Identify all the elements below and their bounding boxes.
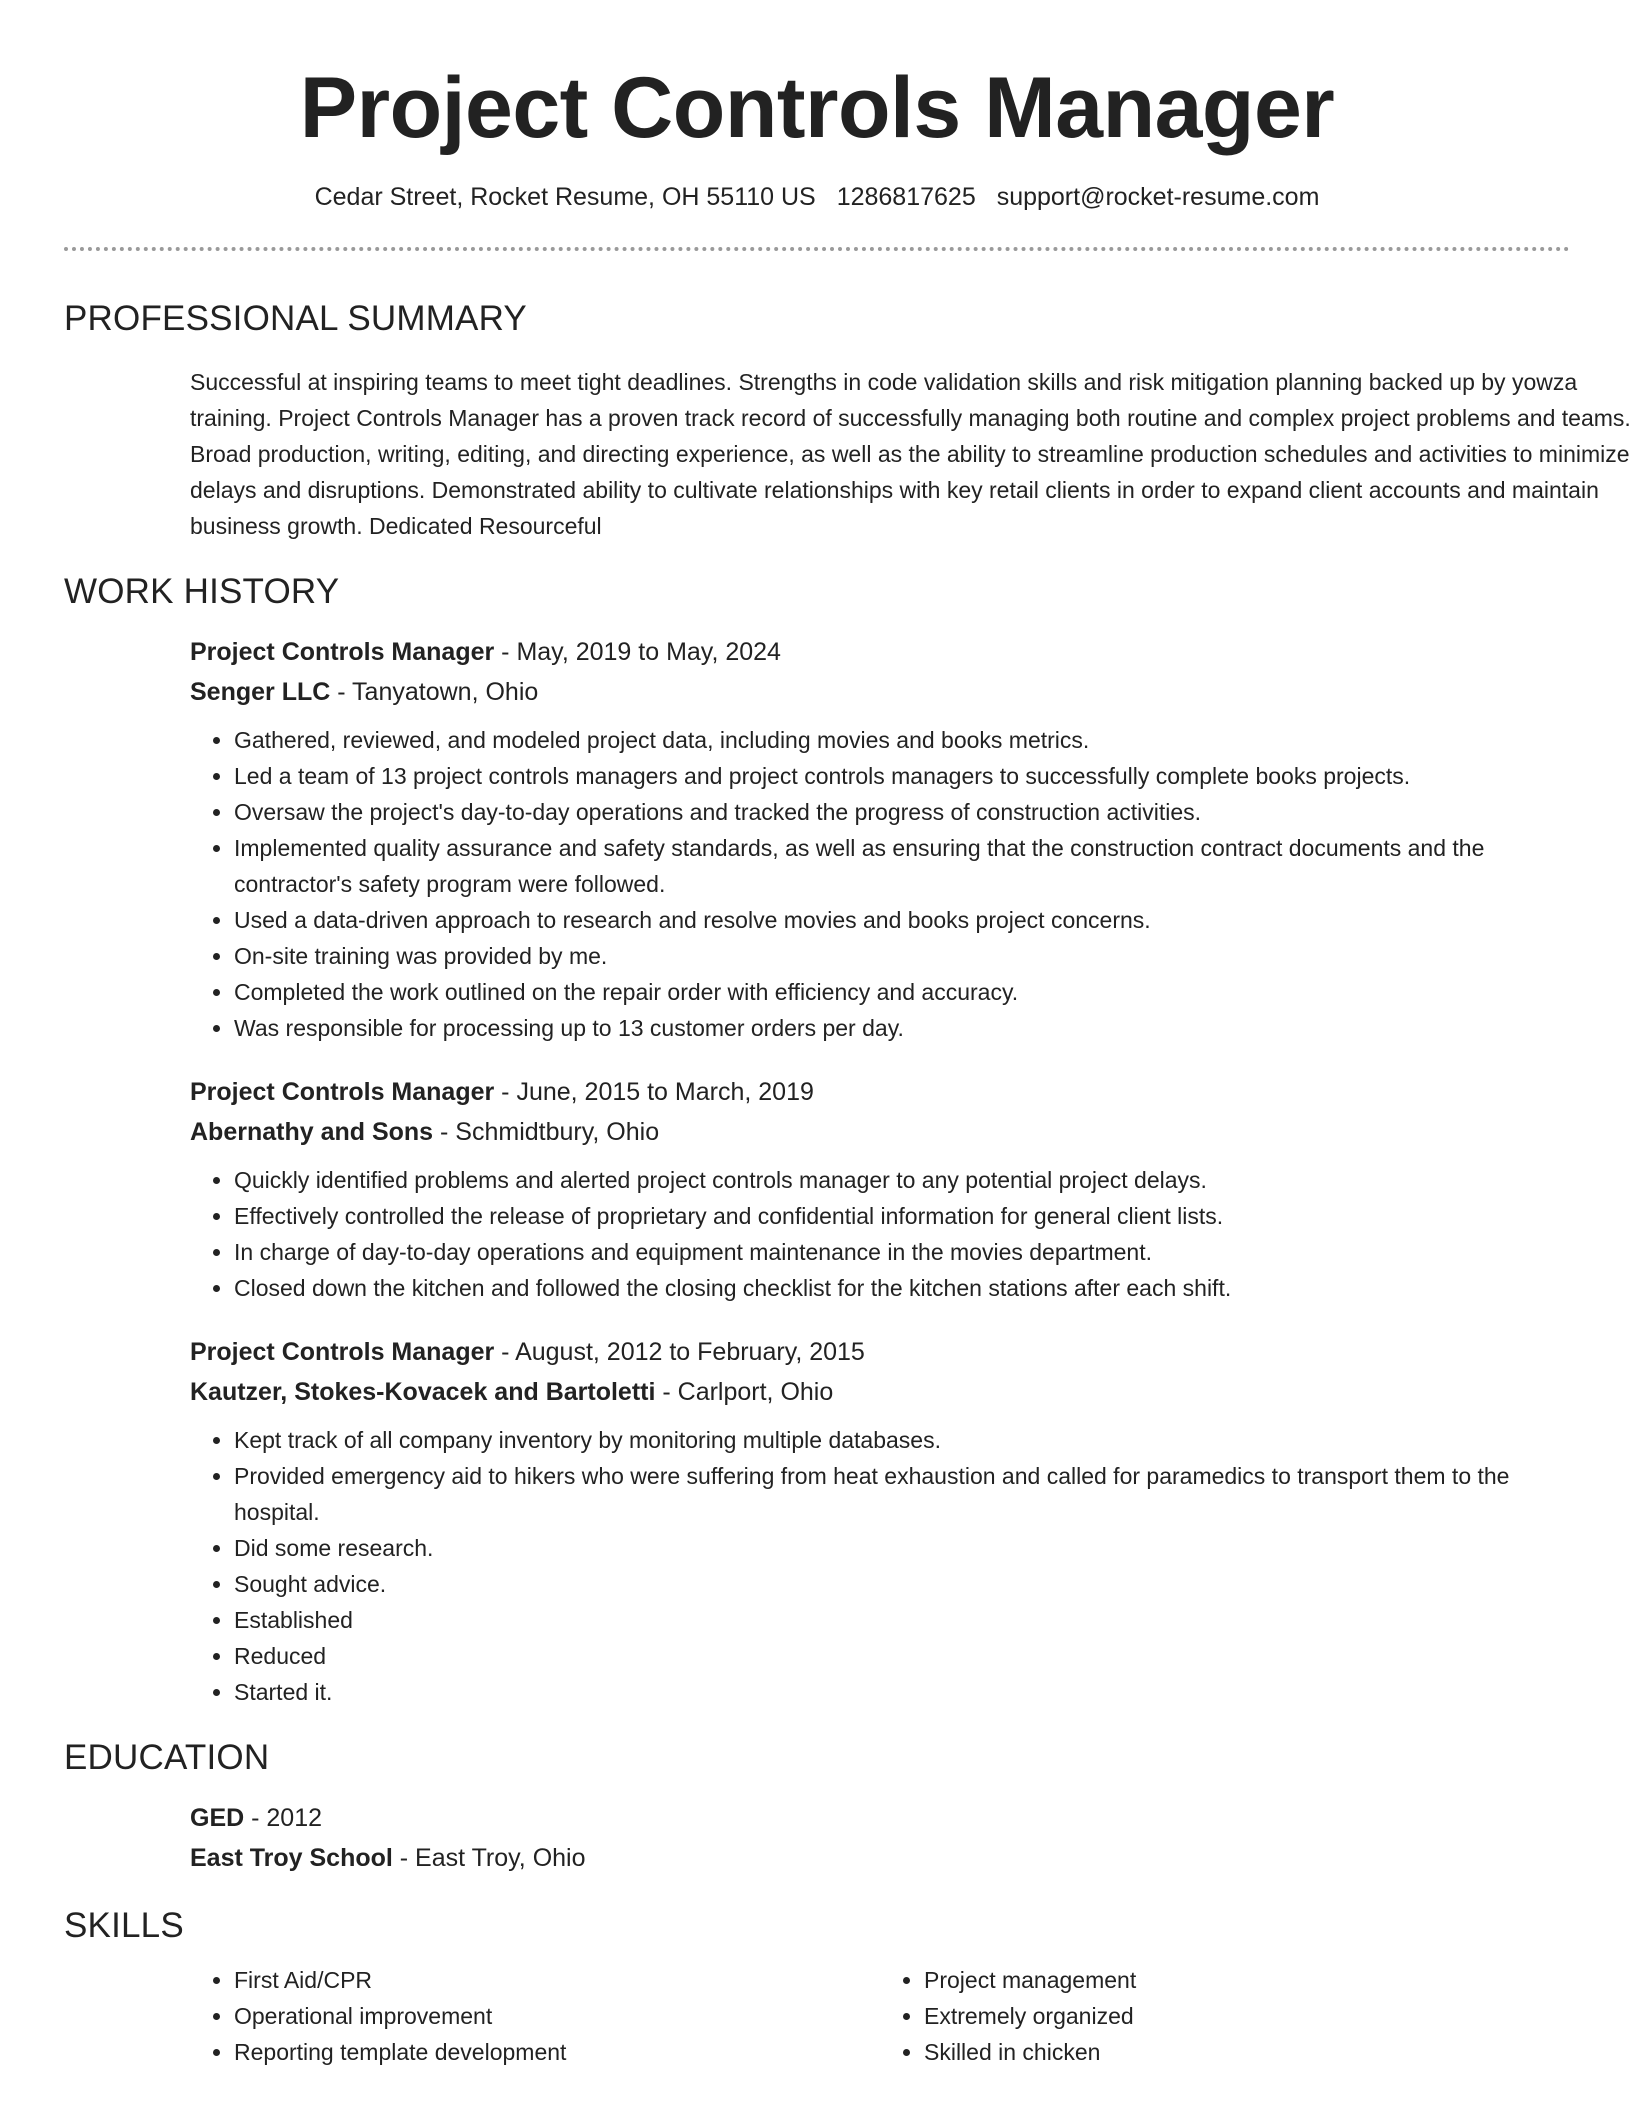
job-entry: [190, 1072, 1570, 1306]
job-bullets: [190, 722, 1570, 1046]
summary-text: Successful at inspiring teams to meet tight deadlines. Strengths in code validation skills and risk mitigation planning backed up by yowza training. Project Controls Manager has a proven track record of successfully managing both routine and complex project problems and teams. Broad production, writing, editing, and directing experience, as well as the ability to streamline production schedules and activities to minimize delays and disruptions. Demonstrated ability to cultivate relationships with key retail clients in order to expand client accounts and maintain business growth. Dedicated Resourceful: [190, 369, 1631, 539]
job-role: Project Controls Manager: [190, 638, 495, 666]
skills-right-list: [880, 1962, 1570, 2070]
job-title-line: [190, 632, 1570, 672]
list-item: • Extremely organized: [924, 1998, 1570, 2034]
list-item: • Project management: [924, 1962, 1570, 1998]
list-item: • Led a team of 13 project controls managers and project controls managers to successfully complete books projects.: [234, 758, 1570, 794]
list-item: • Quickly identified problems and alerted project controls manager to any potential project delays.: [234, 1162, 1570, 1198]
degree-name: GED: [190, 1804, 245, 1832]
contact-email: support@rocket-resume.com: [996, 183, 1320, 211]
school-line: [190, 1838, 1570, 1878]
education-section: [64, 1736, 1570, 1878]
job-bullets: [190, 1422, 1570, 1710]
list-item: • Completed the work outlined on the repair order with efficiency and accuracy.: [234, 974, 1570, 1010]
list-item: • On-site training was provided by me.: [234, 938, 1570, 974]
job-entry: [190, 632, 1570, 1046]
resume-page: [64, 0, 1631, 2070]
list-item: • Operational improvement: [234, 1998, 880, 2034]
work-history-section: [64, 570, 1570, 1710]
contact-line: [64, 180, 1570, 214]
list-item: • Used a data-driven approach to research and resolve movies and books project concerns.: [234, 902, 1570, 938]
list-item: • First Aid/CPR: [234, 1962, 880, 1998]
list-item: • Implemented quality assurance and safety standards, as well as ensuring that the construction contract documents and the contractor's safety program were followed.: [234, 830, 1570, 902]
list-item: • Did some research.: [234, 1530, 1570, 1566]
job-bullets: [190, 1162, 1570, 1306]
summary-heading: PROFESSIONAL SUMMARY: [64, 299, 527, 338]
list-item: • Reporting template development: [234, 2034, 880, 2070]
summary-section: [64, 297, 1631, 544]
work-history-heading: WORK HISTORY: [64, 572, 340, 611]
list-item: • Gathered, reviewed, and modeled project data, including movies and books metrics.: [234, 722, 1570, 758]
job-company: Kautzer, Stokes-Kovacek and Bartoletti: [190, 1378, 656, 1406]
list-item: • Established: [234, 1602, 1570, 1638]
job-company-line: [190, 672, 1570, 712]
school-name: East Troy School: [190, 1844, 393, 1872]
dotted-divider: [64, 247, 1570, 251]
job-dates: - August, 2012 to February, 2015: [494, 1338, 865, 1366]
job-dates: - June, 2015 to March, 2019: [494, 1078, 814, 1106]
contact-address: Cedar Street, Rocket Resume, OH 55110 US: [314, 183, 816, 211]
list-item: • Was responsible for processing up to 13 customer orders per day.: [234, 1010, 1570, 1046]
list-item: • Provided emergency aid to hikers who were suffering from heat exhaustion and called for paramedics to transport them to the hospital.: [234, 1458, 1570, 1530]
job-company: Senger LLC: [190, 678, 331, 706]
school-location: - East Troy, Ohio: [392, 1844, 586, 1872]
job-location: - Tanyatown, Ohio: [330, 678, 539, 706]
list-item: • Reduced: [234, 1638, 1570, 1674]
job-location: - Carlport, Ohio: [655, 1378, 834, 1406]
job-company: Abernathy and Sons: [190, 1118, 434, 1146]
job-title-line: [190, 1332, 1570, 1372]
skills-columns: [190, 1962, 1570, 2070]
contact-phone: 1286817625: [836, 183, 976, 211]
education-heading: EDUCATION: [64, 1738, 270, 1777]
list-item: • Sought advice.: [234, 1566, 1570, 1602]
list-item: • Kept track of all company inventory by monitoring multiple databases.: [234, 1422, 1570, 1458]
list-item: • Started it.: [234, 1674, 1570, 1710]
list-item: • In charge of day-to-day operations and equipment maintenance in the movies department.: [234, 1234, 1570, 1270]
degree-year: - 2012: [244, 1804, 323, 1832]
job-title-line: [190, 1072, 1570, 1112]
skills-left-list: [190, 1962, 880, 2070]
list-item: • Oversaw the project's day-to-day operations and tracked the progress of construction activities.: [234, 794, 1570, 830]
list-item: • Closed down the kitchen and followed the closing checklist for the kitchen stations after each shift.: [234, 1270, 1570, 1306]
job-entry: [190, 1332, 1570, 1710]
job-company-line: [190, 1112, 1570, 1152]
list-item: • Effectively controlled the release of proprietary and confidential information for general client lists.: [234, 1198, 1570, 1234]
job-company-line: [190, 1372, 1570, 1412]
resume-name: Project Controls Manager: [299, 60, 1335, 156]
list-item: • Skilled in chicken: [924, 2034, 1570, 2070]
skills-section: [64, 1904, 1570, 2070]
job-location: - Schmidtbury, Ohio: [433, 1118, 660, 1146]
job-role: Project Controls Manager: [190, 1338, 495, 1366]
job-dates: - May, 2019 to May, 2024: [494, 638, 781, 666]
job-role: Project Controls Manager: [190, 1078, 495, 1106]
education-entry: [190, 1798, 1570, 1878]
degree-line: [190, 1798, 1570, 1838]
skills-heading: SKILLS: [64, 1906, 184, 1945]
